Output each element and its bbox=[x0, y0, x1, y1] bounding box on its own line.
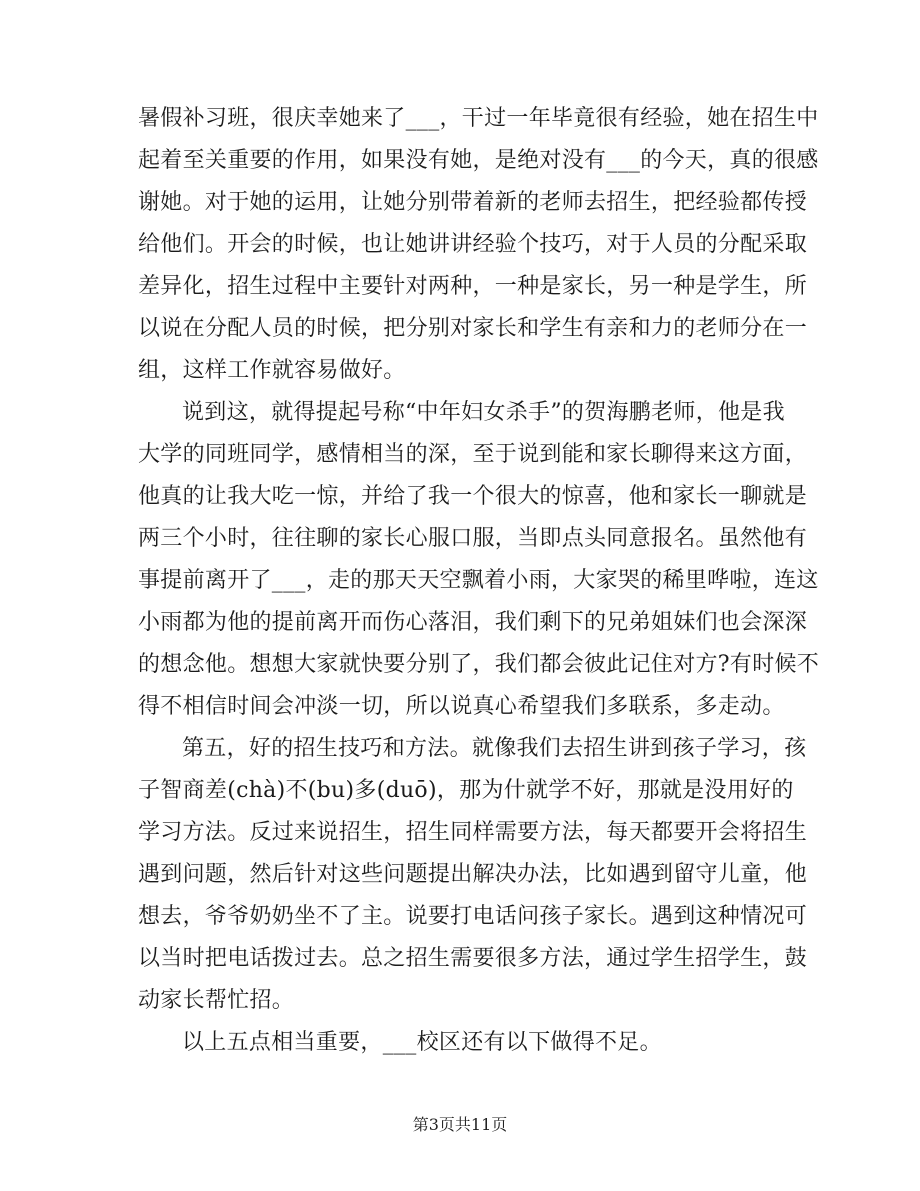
text-line: 小雨都为他的提前离开而伤心落泪，我们剩下的兄弟姐妹们也会深深 bbox=[138, 610, 808, 635]
text-line: 想去，爷爷奶奶坐不了主。说要打电话问孩子家长。遇到这种情况可 bbox=[138, 904, 808, 929]
paragraph-start-line: 以上五点相当重要，___校区还有以下做得不足。 bbox=[182, 1030, 662, 1055]
text-line: 的想念他。想想大家就快要分别了，我们都会彼此记住对方?有时候不 bbox=[138, 652, 820, 677]
text-line: 谢她。对于她的运用，让她分别带着新的老师去招生，把经验都传授 bbox=[138, 190, 808, 215]
text-line: 事提前离开了___，走的那天天空飘着小雨，大家哭的稀里哗啦，连这 bbox=[138, 568, 819, 593]
paragraph-start-line: 第五，好的招生技巧和方法。就像我们去招生讲到孩子学习，孩 bbox=[182, 736, 807, 761]
text-line: 以说在分配人员的时候，把分别对家长和学生有亲和力的老师分在一 bbox=[138, 316, 808, 341]
text-line: 学习方法。反过来说招生，招生同样需要方法，每天都要开会将招生 bbox=[138, 820, 808, 845]
text-line: 组，这样工作就容易做好。 bbox=[138, 358, 406, 383]
text-line: 得不相信时间会冲淡一切，所以说真心希望我们多联系，多走动。 bbox=[138, 694, 785, 719]
text-line: 子智商差(chà)不(bu)多(duō)，那为什就学不好，那就是没用好的 bbox=[138, 778, 794, 803]
paragraph-start-line: 说到这，就得提起号称“中年妇女杀手”的贺海鹏老师，他是我 bbox=[182, 400, 785, 425]
text-line: 给他们。开会的时候，也让她讲讲经验个技巧，对于人员的分配采取 bbox=[138, 232, 808, 257]
text-line: 暑假补习班，很庆幸她来了___，干过一年毕竟很有经验，她在招生中 bbox=[138, 106, 819, 131]
text-line: 起着至关重要的作用，如果没有她，是绝对没有___的今天，真的很感 bbox=[138, 148, 819, 173]
text-line: 遇到问题，然后针对这些问题提出解决办法，比如遇到留守儿童，他 bbox=[138, 862, 808, 887]
page-number-footer: 第3页共11页 bbox=[412, 1115, 508, 1134]
body-text bbox=[138, 98, 820, 1064]
text-line: 大学的同班同学，感情相当的深，至于说到能和家长聊得来这方面， bbox=[138, 442, 808, 467]
text-line: 以当时把电话拨过去。总之招生需要很多方法，通过学生招学生，鼓 bbox=[138, 946, 808, 971]
text-line: 动家长帮忙招。 bbox=[138, 988, 295, 1013]
text-line: 两三个小时，往往聊的家长心服口服，当即点头同意报名。虽然他有 bbox=[138, 526, 808, 551]
text-line: 他真的让我大吃一惊，并给了我一个很大的惊喜，他和家长一聊就是 bbox=[138, 484, 808, 509]
text-line: 差异化，招生过程中主要针对两种，一种是家长，另一种是学生，所 bbox=[138, 274, 808, 299]
